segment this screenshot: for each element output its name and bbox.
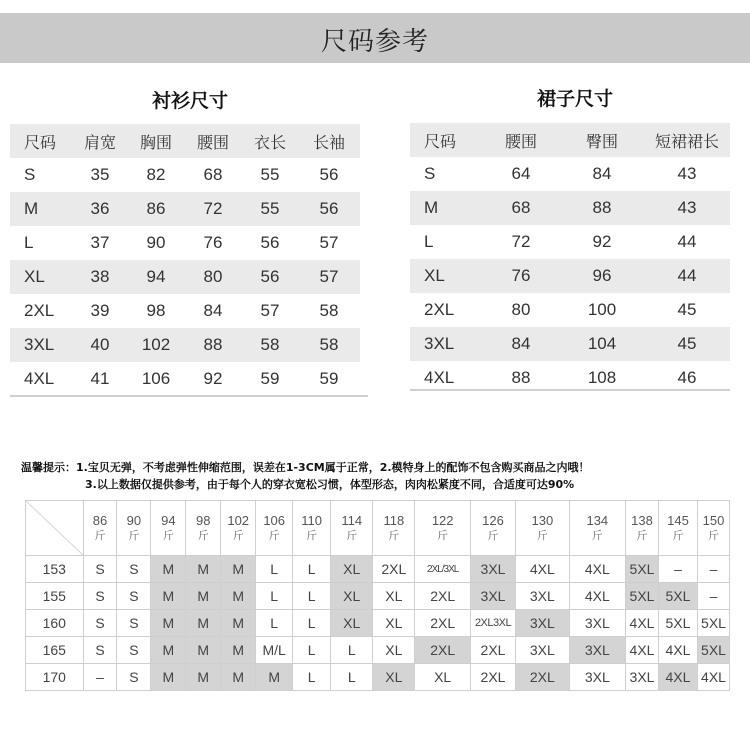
height-row [26, 556, 730, 583]
shirt-table-cell: 98 [128, 294, 184, 328]
shirt-table-header-cell: 腰围 [184, 124, 242, 158]
size-cell: M/L [256, 637, 293, 664]
weight-header-cell [569, 501, 626, 556]
skirt-table-row [410, 293, 730, 327]
size-cell: S [117, 637, 151, 664]
shirt-table-cell: 38 [72, 260, 128, 294]
notice-line-1: 温馨提示：1.宝贝无弹，不考虑弹性伸缩范围，误差在1-3CM属于正常，2.模特身上的配饰不包含购买商品之内哦！ [21, 461, 590, 474]
weight-unit: 斤 [536, 529, 548, 542]
shirt-table-cell: M [10, 192, 72, 226]
height-cell: 165 [26, 637, 84, 664]
size-cell: XL [373, 583, 415, 610]
shirt-table-cell: 94 [128, 260, 184, 294]
title-banner [0, 13, 750, 63]
skirt-table-cell: S [410, 157, 482, 191]
weight-header-cell [373, 501, 415, 556]
page-title: 尺码参考 [320, 27, 429, 57]
size-cell: M [221, 556, 256, 583]
shirt-table-header-row [10, 124, 360, 158]
skirt-table-cell: 45 [644, 327, 730, 361]
shirt-table-cell: 106 [128, 362, 184, 396]
size-cell: 2XL [470, 664, 515, 691]
weight-header-cell [470, 501, 515, 556]
height-cell: 160 [26, 610, 84, 637]
size-cell: 4XL [569, 556, 626, 583]
size-cell: S [117, 610, 151, 637]
height-cell: 153 [26, 556, 84, 583]
shirt-table-cell: 86 [128, 192, 184, 226]
weight-header-cell [221, 501, 256, 556]
shirt-table-cell: 76 [184, 226, 242, 260]
weight-header-cell [83, 501, 117, 556]
weight-unit: 斤 [306, 529, 318, 542]
weight-value: 98 [196, 513, 211, 528]
weight-value: 122 [431, 513, 454, 528]
weight-value: 102 [227, 513, 250, 528]
size-cell: M [186, 583, 221, 610]
shirt-table-row [10, 192, 360, 226]
shirt-table-cell: 36 [72, 192, 128, 226]
weight-unit: 斤 [487, 529, 499, 542]
height-row [26, 664, 730, 691]
skirt-table-cell: 84 [560, 157, 644, 191]
size-cell: 2XL [415, 637, 470, 664]
size-cell: M [151, 556, 186, 583]
shirt-table-cell: 3XL [10, 328, 72, 362]
skirt-table-cell: 100 [560, 293, 644, 327]
size-cell: 4XL [698, 664, 730, 691]
weight-unit: 斤 [162, 529, 174, 542]
shirt-table-header-cell: 肩宽 [72, 124, 128, 158]
size-cell: L [331, 637, 373, 664]
skirt-table-cell: 2XL [410, 293, 482, 327]
size-cell: S [117, 556, 151, 583]
size-cell: L [293, 556, 331, 583]
size-cell: M [186, 610, 221, 637]
size-cell: 2XL3XL [470, 610, 515, 637]
shirt-size-table [10, 124, 360, 396]
skirt-table-cell: 43 [644, 191, 730, 225]
skirt-table-header-cell: 腰围 [482, 123, 560, 157]
skirt-table-cell: 88 [482, 361, 560, 395]
skirt-table-cell: 44 [644, 259, 730, 293]
height-row [26, 637, 730, 664]
shirt-table-cell: 57 [298, 260, 360, 294]
shirt-table-cell: 56 [242, 226, 298, 260]
skirt-table-cell: XL [410, 259, 482, 293]
size-cell: S [83, 637, 117, 664]
skirt-size-table [410, 123, 730, 395]
shirt-table-row [10, 226, 360, 260]
weight-header-cell [293, 501, 331, 556]
skirt-section-title: 裙子尺寸 [536, 88, 613, 110]
diagonal-corner-cell [26, 501, 84, 556]
size-cell: L [256, 556, 293, 583]
shirt-table-cell: 58 [298, 294, 360, 328]
shirt-table-cell: 41 [72, 362, 128, 396]
weight-unit: 斤 [197, 529, 209, 542]
size-cell: 3XL [516, 637, 569, 664]
size-cell: 3XL [569, 637, 626, 664]
size-cell: 4XL [516, 556, 569, 583]
size-cell: 2XL/3XL [415, 556, 470, 583]
weight-value: 138 [631, 513, 653, 528]
shirt-table-header-cell: 胸围 [128, 124, 184, 158]
skirt-table-header-cell: 臀围 [560, 123, 644, 157]
size-cell: XL [331, 556, 373, 583]
shirt-table-cell: 56 [298, 192, 360, 226]
size-cell: 2XL [470, 637, 515, 664]
weight-value: 114 [341, 513, 363, 528]
shirt-table-cell: 82 [128, 158, 184, 192]
shirt-table-row [10, 294, 360, 328]
shirt-table-cell: XL [10, 260, 72, 294]
skirt-table-cell: 88 [560, 191, 644, 225]
weight-value: 94 [161, 513, 176, 528]
skirt-table-cell: 76 [482, 259, 560, 293]
size-cell: S [83, 583, 117, 610]
size-cell: XL [331, 610, 373, 637]
shirt-table-cell: 4XL [10, 362, 72, 396]
weight-height-size-table [25, 500, 730, 691]
weight-header-cell [151, 501, 186, 556]
notice-line-2: 3.以上数据仅提供参考，由于每个人的穿衣宽松习惯，体型形态，肉肉松紧度不同，合适度可达90% [85, 478, 575, 491]
skirt-table-cell: 43 [644, 157, 730, 191]
size-cell: 5XL [626, 583, 659, 610]
skirt-table-cell: 45 [644, 293, 730, 327]
skirt-table-cell: 92 [560, 225, 644, 259]
weight-value: 86 [92, 513, 108, 528]
size-cell: – [83, 664, 117, 691]
weight-unit: 斤 [388, 529, 400, 542]
shirt-table-cell: 59 [242, 362, 298, 396]
shirt-table-cell: 57 [298, 226, 360, 260]
size-cell: 3XL [470, 556, 515, 583]
size-cell: M [221, 610, 256, 637]
size-cell: M [221, 664, 256, 691]
skirt-table-cell: 72 [482, 225, 560, 259]
weight-unit: 斤 [437, 529, 449, 542]
weight-header-cell [331, 501, 373, 556]
weight-header-cell [516, 501, 569, 556]
size-cell: S [117, 664, 151, 691]
shirt-table-header-cell: 长袖 [298, 124, 360, 158]
size-cell: M [151, 664, 186, 691]
skirt-table-cell: M [410, 191, 482, 225]
weight-header-cell [658, 501, 697, 556]
shirt-table-cell: 88 [184, 328, 242, 362]
shirt-table-cell: S [10, 158, 72, 192]
shirt-table-cell: 102 [128, 328, 184, 362]
size-cell: 5XL [626, 556, 659, 583]
weight-value: 130 [531, 513, 554, 528]
size-cell: 5XL [658, 610, 697, 637]
size-cell: L [293, 610, 331, 637]
weight-unit: 斤 [591, 529, 603, 542]
skirt-table-row [410, 259, 730, 293]
size-cell: L [256, 583, 293, 610]
weight-value: 106 [263, 513, 286, 528]
skirt-table-cell: 104 [560, 327, 644, 361]
shirt-table-cell: 84 [184, 294, 242, 328]
size-cell: M [256, 664, 293, 691]
size-cell: 3XL [569, 664, 626, 691]
weight-header-cell [698, 501, 730, 556]
weight-unit: 斤 [708, 529, 719, 542]
size-cell: S [83, 610, 117, 637]
shirt-table-cell: 2XL [10, 294, 72, 328]
weight-unit: 斤 [672, 529, 684, 542]
size-cell: 3XL [470, 583, 515, 610]
weight-header-cell [186, 501, 221, 556]
weight-unit: 斤 [94, 529, 106, 542]
shirt-table-cell: 90 [128, 226, 184, 260]
weight-unit: 斤 [128, 529, 140, 542]
shirt-table-cell: 40 [72, 328, 128, 362]
skirt-table-cell: L [410, 225, 482, 259]
size-cell: 4XL [658, 664, 697, 691]
weight-value: 126 [482, 513, 504, 528]
size-cell: M [151, 610, 186, 637]
size-cell: L [256, 610, 293, 637]
skirt-table-header-cell: 尺码 [410, 123, 482, 157]
weight-header-cell [415, 501, 470, 556]
shirt-table-cell: 58 [298, 328, 360, 362]
skirt-table-cell: 80 [482, 293, 560, 327]
skirt-table-cell: 64 [482, 157, 560, 191]
weight-unit: 斤 [636, 529, 648, 542]
weight-unit: 斤 [232, 529, 244, 542]
skirt-table-row [410, 327, 730, 361]
skirt-table-cell: 46 [644, 361, 730, 395]
size-cell: 3XL [569, 610, 626, 637]
weight-header-cell [256, 501, 293, 556]
size-cell: 2XL [373, 556, 415, 583]
size-cell: M [186, 637, 221, 664]
size-cell: M [186, 556, 221, 583]
skirt-table-header-row [410, 123, 730, 157]
height-cell: 170 [26, 664, 84, 691]
shirt-table-cell: 56 [298, 158, 360, 192]
shirt-section-title: 衬衫尺寸 [151, 90, 228, 112]
shirt-table-cell: 80 [184, 260, 242, 294]
size-cell: M [221, 637, 256, 664]
skirt-table-header-cell: 短裙裙长 [644, 123, 730, 157]
skirt-table-cell: 68 [482, 191, 560, 225]
shirt-table-cell: 55 [242, 158, 298, 192]
size-cell: 3XL [516, 610, 569, 637]
shirt-table-header-cell: 衣长 [242, 124, 298, 158]
size-cell: 4XL [569, 583, 626, 610]
weight-value: 90 [126, 513, 142, 528]
shirt-table-row [10, 158, 360, 192]
size-cell: XL [415, 664, 470, 691]
height-cell: 155 [26, 583, 84, 610]
size-cell: 5XL [698, 610, 730, 637]
weight-value: 145 [667, 513, 689, 528]
weight-value: 118 [383, 513, 405, 528]
weight-value: 110 [301, 513, 323, 528]
shirt-table-cell: 92 [184, 362, 242, 396]
skirt-table-row [410, 191, 730, 225]
weight-unit: 斤 [268, 529, 280, 542]
shirt-table-bottom-rule [10, 395, 368, 397]
size-cell: M [151, 583, 186, 610]
shirt-table-row [10, 362, 360, 396]
shirt-table-row [10, 328, 360, 362]
size-cell: L [293, 583, 331, 610]
skirt-table-cell: 108 [560, 361, 644, 395]
shirt-table-row [10, 260, 360, 294]
shirt-table-cell: 68 [184, 158, 242, 192]
size-cell: XL [373, 610, 415, 637]
size-cell: 4XL [626, 637, 659, 664]
size-cell: 2XL [415, 583, 470, 610]
size-cell: – [698, 583, 730, 610]
shirt-table-cell: 58 [242, 328, 298, 362]
weight-value: 134 [586, 513, 609, 528]
shirt-table-cell: 72 [184, 192, 242, 226]
weight-value: 150 [702, 513, 725, 528]
size-cell: – [698, 556, 730, 583]
shirt-table-cell: 57 [242, 294, 298, 328]
skirt-table-cell: 96 [560, 259, 644, 293]
skirt-table-cell: 4XL [410, 361, 482, 395]
size-cell: 2XL [415, 610, 470, 637]
height-row [26, 610, 730, 637]
shirt-table-cell: 59 [298, 362, 360, 396]
shirt-table-cell: 37 [72, 226, 128, 260]
size-cell: M [221, 583, 256, 610]
height-row [26, 583, 730, 610]
skirt-table-row [410, 157, 730, 191]
size-cell: L [293, 637, 331, 664]
size-cell: 4XL [658, 637, 697, 664]
size-cell: 2XL [516, 664, 569, 691]
size-cell: – [658, 556, 697, 583]
size-cell: S [117, 583, 151, 610]
shirt-table-header-cell: 尺码 [10, 124, 72, 158]
skirt-table-row [410, 225, 730, 259]
weight-header-row [26, 501, 730, 556]
size-cell: 5XL [658, 583, 697, 610]
size-cell: XL [331, 583, 373, 610]
size-cell: 4XL [626, 610, 659, 637]
skirt-table-cell: 84 [482, 327, 560, 361]
size-cell: M [186, 664, 221, 691]
size-cell: L [293, 664, 331, 691]
skirt-table-cell: 3XL [410, 327, 482, 361]
shirt-table-cell: 39 [72, 294, 128, 328]
size-cell: M [151, 637, 186, 664]
weight-unit: 斤 [346, 529, 358, 542]
shirt-table-cell: 56 [242, 260, 298, 294]
shirt-table-cell: 55 [242, 192, 298, 226]
size-cell: 3XL [626, 664, 659, 691]
weight-header-cell [626, 501, 659, 556]
shirt-table-cell: L [10, 226, 72, 260]
shirt-table-cell: 35 [72, 158, 128, 192]
size-cell: XL [373, 664, 415, 691]
skirt-table-cell: 44 [644, 225, 730, 259]
size-cell: XL [373, 637, 415, 664]
size-cell: 5XL [698, 637, 730, 664]
size-cell: L [331, 664, 373, 691]
weight-header-cell [117, 501, 151, 556]
size-cell: S [83, 556, 117, 583]
size-cell: 3XL [516, 583, 569, 610]
skirt-table-bottom-rule [410, 389, 730, 391]
